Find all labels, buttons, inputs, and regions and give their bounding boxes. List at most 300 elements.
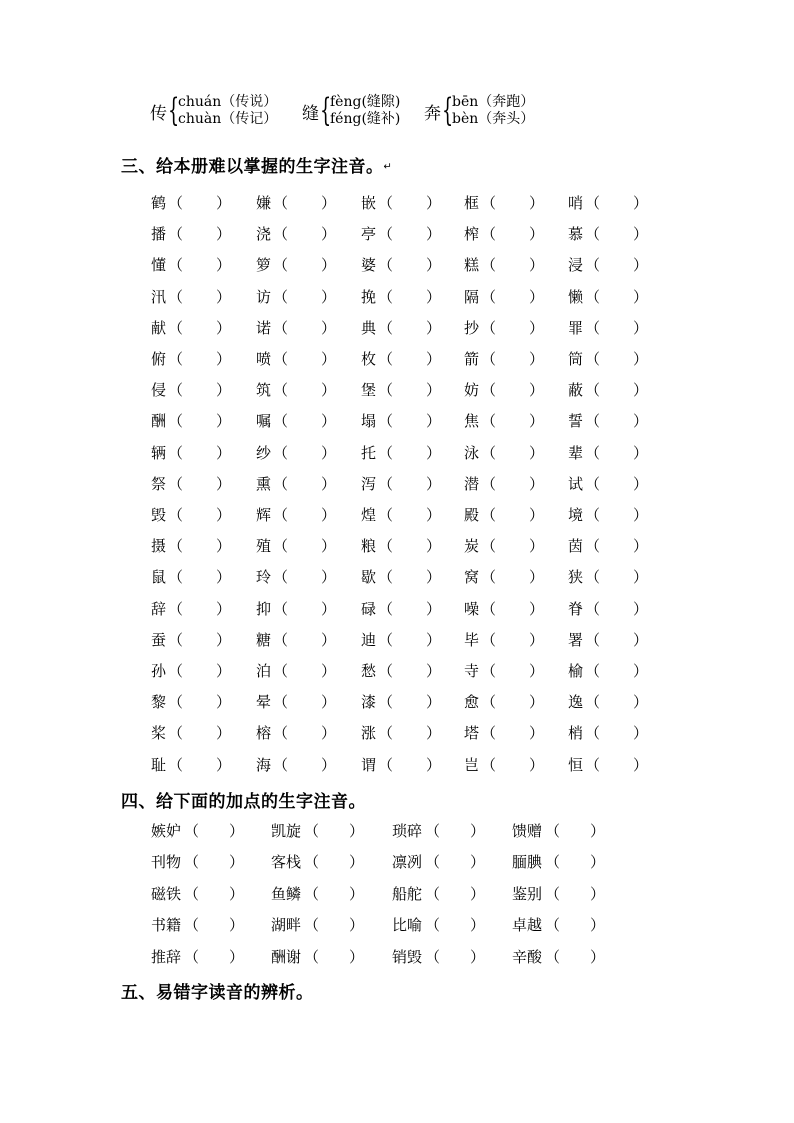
answer-open-paren: （: [481, 537, 497, 556]
answer-close-paren: ）: [426, 599, 442, 618]
answer-open-paren: （: [184, 884, 200, 903]
answer-open-paren: （: [481, 568, 497, 587]
answer-close-paren: ）: [321, 474, 337, 493]
word-label: 比喻: [392, 916, 423, 935]
char-label: 鹤: [151, 194, 167, 212]
char-label: 亭: [361, 225, 377, 244]
answer-open-paren: （: [481, 662, 497, 680]
char-label: 境: [568, 506, 584, 524]
word-label: 凛冽: [392, 853, 423, 872]
answer-close-paren: ）: [216, 537, 232, 556]
answer-close-paren: ）: [321, 630, 337, 649]
answer-close-paren: ）: [426, 755, 442, 774]
char-label: 罪: [568, 318, 584, 337]
answer-close-paren: ）: [216, 256, 232, 275]
answer-close-paren: ）: [633, 194, 649, 212]
char-label: 梢: [568, 724, 584, 743]
answer-open-paren: （: [378, 350, 394, 368]
answer-close-paren: ）: [321, 568, 337, 587]
answer-open-paren: （: [304, 884, 320, 903]
answer-open-paren: （: [481, 225, 497, 244]
section4-row: [0, 820, 794, 840]
word-label: 琐碎: [392, 822, 423, 840]
answer-open-paren: （: [545, 947, 561, 966]
char-label: 箩: [256, 256, 272, 275]
answer-open-paren: （: [168, 630, 184, 649]
answer-open-paren: （: [481, 724, 497, 743]
answer-close-paren: ）: [529, 225, 545, 244]
polyphone-readings: [330, 94, 400, 128]
section5-title: 五、易错字读音的辨析。: [121, 983, 314, 1003]
char-label: 榕: [256, 724, 272, 743]
word-label: 湖畔: [271, 916, 302, 935]
answer-open-paren: （: [168, 568, 184, 587]
answer-open-paren: （: [545, 853, 561, 872]
answer-close-paren: ）: [426, 381, 442, 400]
answer-open-paren: （: [425, 822, 441, 840]
answer-close-paren: ）: [349, 916, 365, 935]
section3-title-text: 三、给本册难以掌握的生字注音。: [121, 157, 384, 177]
answer-close-paren: ）: [426, 412, 442, 431]
char-label: 辞: [151, 599, 167, 618]
word-label: 客栈: [271, 853, 302, 872]
answer-open-paren: （: [273, 287, 289, 306]
answer-open-paren: （: [304, 822, 320, 840]
answer-open-paren: （: [545, 822, 561, 840]
answer-open-paren: （: [273, 693, 289, 712]
char-label: 脊: [568, 599, 584, 618]
answer-open-paren: （: [273, 537, 289, 556]
char-label: 婆: [361, 256, 377, 275]
answer-close-paren: ）: [216, 599, 232, 618]
answer-open-paren: （: [585, 350, 601, 368]
answer-close-paren: ）: [470, 916, 486, 935]
answer-open-paren: （: [585, 256, 601, 275]
char-label: 迪: [361, 630, 377, 649]
answer-close-paren: ）: [529, 662, 545, 680]
answer-open-paren: （: [378, 755, 394, 774]
answer-open-paren: （: [168, 474, 184, 493]
char-label: 侵: [151, 381, 167, 400]
word-label: 鱼鳞: [271, 884, 302, 903]
answer-close-paren: ）: [321, 412, 337, 431]
answer-open-paren: （: [378, 225, 394, 244]
answer-close-paren: ）: [633, 474, 649, 493]
polyphone-reading: fèng(缝隙): [330, 94, 401, 110]
answer-close-paren: ）: [321, 662, 337, 680]
char-label: 汛: [151, 287, 167, 306]
answer-close-paren: ）: [229, 884, 245, 903]
answer-close-paren: ）: [529, 287, 545, 306]
char-label: 殿: [464, 506, 480, 524]
answer-close-paren: ）: [349, 853, 365, 872]
answer-open-paren: （: [273, 630, 289, 649]
char-label: 诺: [256, 318, 272, 337]
char-label: 漆: [361, 693, 377, 712]
char-label: 狭: [568, 568, 584, 587]
char-label: 嘱: [256, 412, 272, 431]
answer-open-paren: （: [168, 194, 184, 212]
char-label: 嫌: [256, 194, 272, 212]
answer-open-paren: （: [585, 599, 601, 618]
answer-close-paren: ）: [426, 443, 442, 462]
answer-open-paren: （: [545, 884, 561, 903]
answer-open-paren: （: [378, 194, 394, 212]
answer-close-paren: ）: [590, 853, 606, 872]
char-label: 纱: [256, 443, 272, 462]
answer-open-paren: （: [585, 474, 601, 493]
char-label: 潜: [464, 474, 480, 493]
word-label: 凯旋: [271, 822, 302, 840]
section3-row: [0, 223, 794, 243]
brace-icon: {: [168, 90, 180, 129]
answer-open-paren: （: [273, 412, 289, 431]
answer-close-paren: ）: [633, 693, 649, 712]
char-label: 筒: [568, 350, 584, 368]
char-label: 涨: [361, 724, 377, 743]
answer-open-paren: （: [585, 630, 601, 649]
answer-close-paren: ）: [633, 287, 649, 306]
answer-open-paren: （: [273, 194, 289, 212]
word-label: 腼腆: [512, 853, 543, 872]
answer-open-paren: （: [585, 412, 601, 431]
answer-open-paren: （: [273, 225, 289, 244]
char-label: 酬: [151, 412, 167, 431]
char-label: 愁: [361, 662, 377, 680]
section3-row: [0, 379, 794, 399]
char-label: 隔: [464, 287, 480, 306]
word-label: 磁铁: [151, 884, 182, 903]
answer-open-paren: （: [304, 916, 320, 935]
section3-row: [0, 348, 794, 368]
char-label: 试: [568, 474, 584, 493]
section3-row: [0, 754, 794, 774]
char-label: 抑: [256, 599, 272, 618]
answer-open-paren: （: [585, 568, 601, 587]
answer-open-paren: （: [378, 537, 394, 556]
answer-close-paren: ）: [349, 884, 365, 903]
char-label: 筑: [256, 381, 272, 400]
answer-close-paren: ）: [426, 194, 442, 212]
answer-open-paren: （: [425, 947, 441, 966]
char-label: 窝: [464, 568, 480, 587]
polyphone-reading: chuàn（传记）: [178, 111, 278, 127]
char-label: 海: [256, 755, 272, 774]
char-label: 浇: [256, 225, 272, 244]
polyphone-readings: [452, 94, 534, 128]
polyphone-chuan: [150, 90, 278, 129]
char-label: 托: [361, 443, 377, 462]
answer-close-paren: ）: [426, 474, 442, 493]
answer-open-paren: （: [378, 662, 394, 680]
section3-row: [0, 473, 794, 493]
answer-open-paren: （: [168, 381, 184, 400]
char-label: 逸: [568, 693, 584, 712]
answer-open-paren: （: [184, 916, 200, 935]
answer-open-paren: （: [481, 318, 497, 337]
word-label: 辛酸: [512, 947, 543, 966]
answer-close-paren: ）: [426, 630, 442, 649]
answer-close-paren: ）: [321, 256, 337, 275]
answer-open-paren: （: [481, 693, 497, 712]
char-label: 慕: [568, 225, 584, 244]
answer-close-paren: ）: [633, 225, 649, 244]
answer-close-paren: ）: [470, 853, 486, 872]
answer-open-paren: （: [168, 599, 184, 618]
answer-close-paren: ）: [470, 822, 486, 840]
answer-open-paren: （: [273, 662, 289, 680]
answer-close-paren: ）: [426, 537, 442, 556]
answer-close-paren: ）: [633, 350, 649, 368]
answer-close-paren: ）: [529, 630, 545, 649]
answer-open-paren: （: [585, 318, 601, 337]
word-label: 推辞: [151, 947, 182, 966]
answer-open-paren: （: [273, 381, 289, 400]
answer-open-paren: （: [425, 916, 441, 935]
answer-close-paren: ）: [470, 884, 486, 903]
word-label: 鉴别: [512, 884, 543, 903]
answer-open-paren: （: [481, 443, 497, 462]
answer-close-paren: ）: [633, 724, 649, 743]
answer-close-paren: ）: [321, 194, 337, 212]
answer-open-paren: （: [545, 916, 561, 935]
word-label: 船舵: [392, 884, 423, 903]
answer-close-paren: ）: [216, 662, 232, 680]
answer-close-paren: ）: [633, 568, 649, 587]
char-label: 玲: [256, 568, 272, 587]
answer-open-paren: （: [184, 822, 200, 840]
char-label: 毕: [464, 630, 480, 649]
answer-open-paren: （: [378, 287, 394, 306]
char-label: 黎: [151, 693, 167, 712]
answer-open-paren: （: [273, 755, 289, 774]
word-label: 销毁: [392, 947, 423, 966]
char-label: 喷: [256, 350, 272, 368]
answer-close-paren: ）: [321, 318, 337, 337]
answer-close-paren: ）: [529, 350, 545, 368]
answer-close-paren: ）: [590, 884, 606, 903]
answer-close-paren: ）: [321, 537, 337, 556]
answer-close-paren: ）: [633, 256, 649, 275]
answer-close-paren: ）: [321, 693, 337, 712]
answer-close-paren: ）: [216, 350, 232, 368]
answer-open-paren: （: [481, 412, 497, 431]
answer-close-paren: ）: [321, 287, 337, 306]
char-label: 摄: [151, 537, 167, 556]
answer-open-paren: （: [168, 662, 184, 680]
char-label: 耻: [151, 755, 167, 774]
answer-open-paren: （: [378, 724, 394, 743]
answer-close-paren: ）: [633, 630, 649, 649]
answer-open-paren: （: [273, 443, 289, 462]
char-label: 蚕: [151, 630, 167, 649]
char-label: 播: [151, 225, 167, 244]
char-label: 榆: [568, 662, 584, 680]
answer-close-paren: ）: [229, 916, 245, 935]
char-label: 噪: [464, 599, 480, 618]
char-label: 愈: [464, 693, 480, 712]
answer-close-paren: ）: [321, 755, 337, 774]
section3-row: [0, 410, 794, 430]
answer-close-paren: ）: [321, 225, 337, 244]
answer-close-paren: ）: [321, 506, 337, 524]
answer-close-paren: ）: [426, 318, 442, 337]
answer-open-paren: （: [378, 412, 394, 431]
section3-row: [0, 598, 794, 618]
answer-close-paren: ）: [426, 256, 442, 275]
word-label: 书籍: [151, 916, 182, 935]
answer-close-paren: ）: [633, 318, 649, 337]
answer-close-paren: ）: [426, 662, 442, 680]
answer-close-paren: ）: [529, 474, 545, 493]
char-label: 殖: [256, 537, 272, 556]
section3-row: [0, 317, 794, 337]
char-label: 榨: [464, 225, 480, 244]
answer-close-paren: ）: [229, 947, 245, 966]
answer-close-paren: ）: [216, 724, 232, 743]
answer-close-paren: ）: [229, 822, 245, 840]
answer-close-paren: ）: [426, 225, 442, 244]
char-label: 署: [568, 630, 584, 649]
answer-open-paren: （: [273, 474, 289, 493]
char-label: 典: [361, 318, 377, 337]
char-label: 蔽: [568, 381, 584, 400]
answer-open-paren: （: [184, 947, 200, 966]
answer-close-paren: ）: [321, 381, 337, 400]
char-label: 岂: [464, 755, 480, 774]
answer-close-paren: ）: [349, 822, 365, 840]
answer-close-paren: ）: [590, 916, 606, 935]
answer-close-paren: ）: [529, 443, 545, 462]
polyphone-char: 缝: [302, 103, 319, 124]
char-label: 塌: [361, 412, 377, 431]
section4-row: [0, 883, 794, 903]
answer-close-paren: ）: [529, 755, 545, 774]
char-label: 泊: [256, 662, 272, 680]
char-label: 晕: [256, 693, 272, 712]
char-label: 挽: [361, 287, 377, 306]
answer-open-paren: （: [585, 381, 601, 400]
char-label: 泻: [361, 474, 377, 493]
answer-open-paren: （: [378, 318, 394, 337]
answer-open-paren: （: [425, 884, 441, 903]
char-label: 妨: [464, 381, 480, 400]
answer-open-paren: （: [585, 506, 601, 524]
section3-row: [0, 566, 794, 586]
char-label: 俯: [151, 350, 167, 368]
answer-open-paren: （: [304, 947, 320, 966]
polyphone-feng: [302, 90, 401, 129]
word-label: 刊物: [151, 853, 182, 872]
answer-open-paren: （: [378, 630, 394, 649]
char-label: 框: [464, 194, 480, 212]
char-label: 懒: [568, 287, 584, 306]
char-label: 炭: [464, 537, 480, 556]
polyphone-reading: chuán（传说）: [178, 94, 278, 110]
answer-close-paren: ）: [216, 506, 232, 524]
word-label: 酬谢: [271, 947, 302, 966]
answer-close-paren: ）: [529, 724, 545, 743]
section3-row: [0, 535, 794, 555]
answer-close-paren: ）: [529, 599, 545, 618]
answer-close-paren: ）: [216, 194, 232, 212]
answer-close-paren: ）: [426, 287, 442, 306]
word-label: 嫉妒: [151, 822, 182, 840]
char-label: 恒: [568, 755, 584, 774]
answer-open-paren: （: [273, 599, 289, 618]
word-label: 馈赠: [512, 822, 543, 840]
char-label: 粮: [361, 537, 377, 556]
answer-open-paren: （: [481, 287, 497, 306]
char-label: 哨: [568, 194, 584, 212]
section3-row: [0, 254, 794, 274]
answer-open-paren: （: [378, 256, 394, 275]
section4-row: [0, 851, 794, 871]
answer-close-paren: ）: [426, 350, 442, 368]
char-label: 塔: [464, 724, 480, 743]
answer-close-paren: ）: [529, 318, 545, 337]
answer-close-paren: ）: [216, 755, 232, 774]
answer-open-paren: （: [481, 381, 497, 400]
char-label: 祭: [151, 474, 167, 493]
char-label: 辉: [256, 506, 272, 524]
answer-close-paren: ）: [633, 662, 649, 680]
answer-close-paren: ）: [426, 724, 442, 743]
answer-open-paren: （: [168, 256, 184, 275]
answer-close-paren: ）: [321, 443, 337, 462]
answer-open-paren: （: [585, 443, 601, 462]
answer-open-paren: （: [168, 537, 184, 556]
brace-icon: {: [320, 90, 332, 129]
section3-row: [0, 691, 794, 711]
char-label: 糖: [256, 630, 272, 649]
answer-close-paren: ）: [216, 568, 232, 587]
char-label: 歇: [361, 568, 377, 587]
answer-open-paren: （: [168, 225, 184, 244]
polyphone-reading: bēn（奔跑）: [452, 94, 535, 110]
answer-close-paren: ）: [216, 381, 232, 400]
answer-close-paren: ）: [229, 853, 245, 872]
answer-open-paren: （: [273, 568, 289, 587]
answer-close-paren: ）: [529, 256, 545, 275]
answer-open-paren: （: [273, 506, 289, 524]
answer-close-paren: ）: [216, 412, 232, 431]
answer-open-paren: （: [585, 755, 601, 774]
section4-title: 四、给下面的加点的生字注音。: [121, 792, 366, 812]
char-label: 焦: [464, 412, 480, 431]
polyphone-char: 奔: [424, 103, 441, 124]
char-label: 抄: [464, 318, 480, 337]
answer-open-paren: （: [168, 724, 184, 743]
answer-close-paren: ）: [216, 318, 232, 337]
char-label: 鼠: [151, 568, 167, 587]
char-label: 孙: [151, 662, 167, 680]
polyphone-ben: [424, 90, 535, 129]
answer-open-paren: （: [378, 381, 394, 400]
answer-open-paren: （: [585, 662, 601, 680]
answer-close-paren: ）: [321, 599, 337, 618]
answer-close-paren: ）: [216, 225, 232, 244]
answer-open-paren: （: [481, 256, 497, 275]
char-label: 献: [151, 318, 167, 337]
answer-close-paren: ）: [216, 630, 232, 649]
answer-close-paren: ）: [216, 443, 232, 462]
answer-open-paren: （: [585, 225, 601, 244]
answer-open-paren: （: [481, 755, 497, 774]
char-label: 寺: [464, 662, 480, 680]
answer-open-paren: （: [378, 693, 394, 712]
answer-open-paren: （: [168, 755, 184, 774]
